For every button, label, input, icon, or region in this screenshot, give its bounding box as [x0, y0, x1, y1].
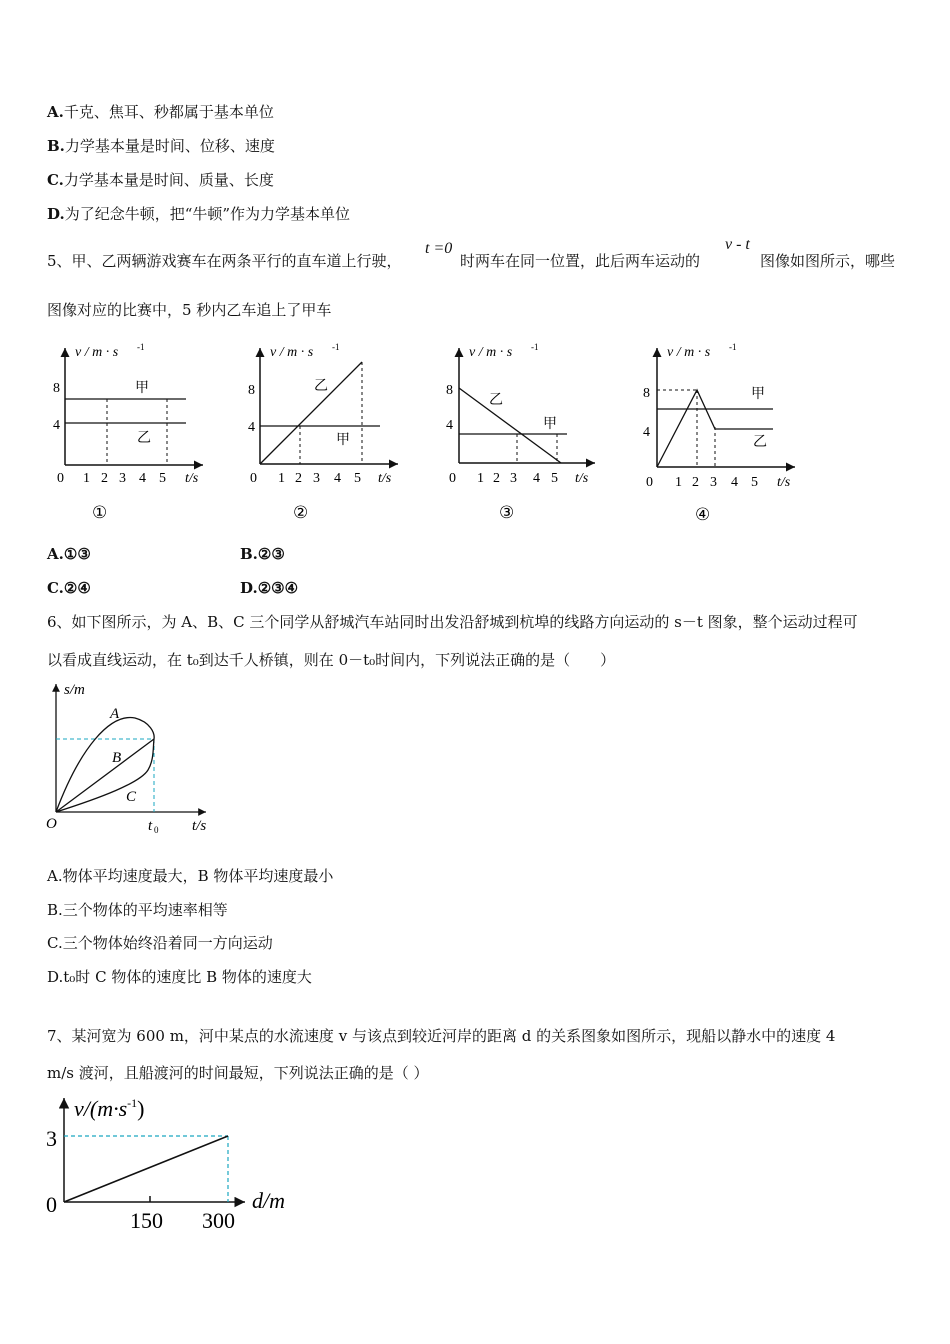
q6-option-d: D.t₀时 C 物体的速度比 B 物体的速度大 — [47, 968, 312, 986]
graph4-xtick-5: 5 — [751, 475, 758, 490]
graph1-xtick-1: 1 — [83, 471, 90, 486]
q5-stem-line1: 5、甲、乙两辆游戏赛车在两条平行的直车道上行驶， — [47, 252, 402, 270]
q7-stem-line2: m/s 渡河，且船渡河的时间最短，下列说法正确的是（ ） — [47, 1064, 429, 1082]
graph4-xlabel: t/s — [777, 475, 791, 490]
q6-origin: O — [46, 816, 57, 832]
q4-option-d: D.为了纪念牛顿，把“牛顿”作为力学基本单位 — [47, 205, 351, 223]
graph4-ytick-8: 8 — [643, 386, 650, 401]
graph2-xtick-1: 1 — [278, 471, 285, 486]
q6-ylabel: s/m — [64, 682, 85, 698]
q7-origin: 0 — [46, 1192, 57, 1217]
graph2-jia: 甲 — [336, 431, 350, 447]
graph4-ylabel: v / m · s — [667, 345, 711, 360]
q7-ylabel: $v/(m\cdot s^{-1})$ — [74, 1096, 145, 1121]
q5-option-a: A.①③ — [47, 545, 91, 563]
graph4-xtick-0: 0 — [646, 475, 653, 490]
graph3-jia: 甲 — [543, 415, 557, 431]
graph3-ylabel-sup: -1 — [531, 342, 539, 352]
q5-graph-4 — [637, 340, 817, 525]
graph3-xtick-5: 5 — [551, 471, 558, 486]
graph2-xlabel: t/s — [378, 471, 392, 486]
graph3-xtick-2: 2 — [493, 471, 500, 486]
graph1-caption: ① — [92, 503, 108, 522]
graph2-xtick-4: 4 — [334, 471, 341, 486]
q6-curve-c: C — [126, 789, 137, 805]
graph2-ylabel: v / m · s — [270, 345, 314, 360]
graph2-xtick-5: 5 — [354, 471, 361, 486]
q5-math-vt: v - t — [725, 236, 750, 253]
q5-option-b: B.②③ — [240, 545, 285, 563]
graph4-xtick-2: 2 — [692, 475, 699, 490]
graph3-yi: 乙 — [489, 391, 503, 407]
graph3-ytick-4: 4 — [446, 418, 453, 433]
q6-stem-line1: 6、如下图所示，为 A、B、C 三个同学从舒城汽车站同时出发沿舒城到杭埠的线路方向运动的 s－t 图象，整个运动过程可 — [47, 613, 858, 631]
graph1-xtick-0: 0 — [57, 471, 64, 486]
q5-graph-3 — [437, 340, 612, 525]
graph1-xtick-3: 3 — [119, 471, 126, 486]
graph2-xtick-3: 3 — [313, 471, 320, 486]
graph4-jia: 甲 — [751, 385, 765, 401]
graph1-jia: 甲 — [135, 379, 149, 395]
q5-stem-line2: 图像对应的比赛中，5 秒内乙车追上了甲车 — [47, 301, 332, 319]
q4-option-a: A.千克、焦耳、秒都属于基本单位 — [47, 103, 274, 121]
graph3-xtick-1: 1 — [477, 471, 484, 486]
graph2-xtick-2: 2 — [295, 471, 302, 486]
graph3-xtick-3: 3 — [510, 471, 517, 486]
graph3-xlabel: t/s — [575, 471, 589, 486]
q6-graph — [40, 678, 220, 838]
graph4-ytick-4: 4 — [643, 425, 650, 440]
graph2-yi: 乙 — [314, 377, 328, 393]
graph1-xtick-2: 2 — [101, 471, 108, 486]
q7-ytick-3: 3 — [46, 1126, 57, 1151]
q6-t0: t — [148, 818, 153, 834]
graph1-xtick-4: 4 — [139, 471, 146, 486]
q7-xtick-150: 150 — [130, 1208, 163, 1233]
q4-option-c: C.力学基本量是时间、质量、长度 — [47, 171, 274, 189]
q6-curve-a: A — [110, 706, 120, 722]
graph3-ylabel: v / m · s — [469, 345, 513, 360]
graph2-ytick-8: 8 — [248, 383, 255, 398]
graph4-caption: ④ — [695, 505, 711, 524]
q6-option-b: B.三个物体的平均速率相等 — [47, 901, 228, 919]
graph1-ylabel: v / m · s — [75, 345, 119, 360]
q5-graph-2 — [238, 340, 418, 525]
q6-stem-line2: 以看成直线运动，在 t₀到达千人桥镇，则在 0－t₀时间内，下列说法正确的是（ ） — [47, 651, 616, 669]
q5-stem-part3: 图像如图所示，哪些 — [760, 252, 896, 270]
graph1-xlabel: t/s — [185, 471, 199, 486]
graph1-ylabel-sup: -1 — [137, 342, 145, 352]
graph3-ytick-8: 8 — [446, 383, 453, 398]
q5-option-c: C.②④ — [47, 579, 91, 597]
q6-xlabel: t/s — [192, 818, 207, 834]
graph2-ytick-4: 4 — [248, 420, 255, 435]
graph3-xtick-0: 0 — [449, 471, 456, 486]
graph4-yi: 乙 — [753, 433, 767, 449]
q7-xlabel: d/m — [252, 1188, 285, 1213]
q7-stem-line1: 7、某河宽为 600 m，河中某点的水流速度 v 与该点到较近河岸的距离 d 的关系图象如图所示，现船以静水中的速度 4 — [47, 1027, 836, 1045]
q6-t0-sub: 0 — [154, 825, 159, 835]
q5-graph-1 — [45, 340, 220, 525]
q4-option-b: B.力学基本量是时间、位移、速度 — [47, 137, 275, 155]
graph4-xtick-4: 4 — [731, 475, 738, 490]
graph3-xtick-4: 4 — [533, 471, 540, 486]
q7-graph — [40, 1090, 310, 1240]
graph2-ylabel-sup: -1 — [332, 342, 340, 352]
graph3-caption: ③ — [499, 503, 515, 522]
graph1-ytick-8: 8 — [53, 381, 60, 396]
graph4-xtick-1: 1 — [675, 475, 682, 490]
graph1-ytick-4: 4 — [53, 418, 60, 433]
q6-option-c: C.三个物体始终沿着同一方向运动 — [47, 934, 273, 952]
graph1-xtick-5: 5 — [159, 471, 166, 486]
q6-option-a: A.物体平均速度最大，B 物体平均速度最小 — [47, 867, 334, 885]
q5-math-t0: t =0 — [425, 240, 453, 257]
q5-option-d: D.②③④ — [240, 579, 299, 597]
q5-stem-part2: 时两车在同一位置，此后两车运动的 — [460, 252, 701, 270]
q7-xtick-300: 300 — [202, 1208, 235, 1233]
graph1-yi: 乙 — [137, 429, 151, 445]
q6-curve-b: B — [112, 750, 122, 766]
graph4-ylabel-sup: -1 — [729, 342, 737, 352]
graph2-xtick-0: 0 — [250, 471, 257, 486]
graph4-xtick-3: 3 — [710, 475, 717, 490]
graph2-caption: ② — [293, 503, 309, 522]
